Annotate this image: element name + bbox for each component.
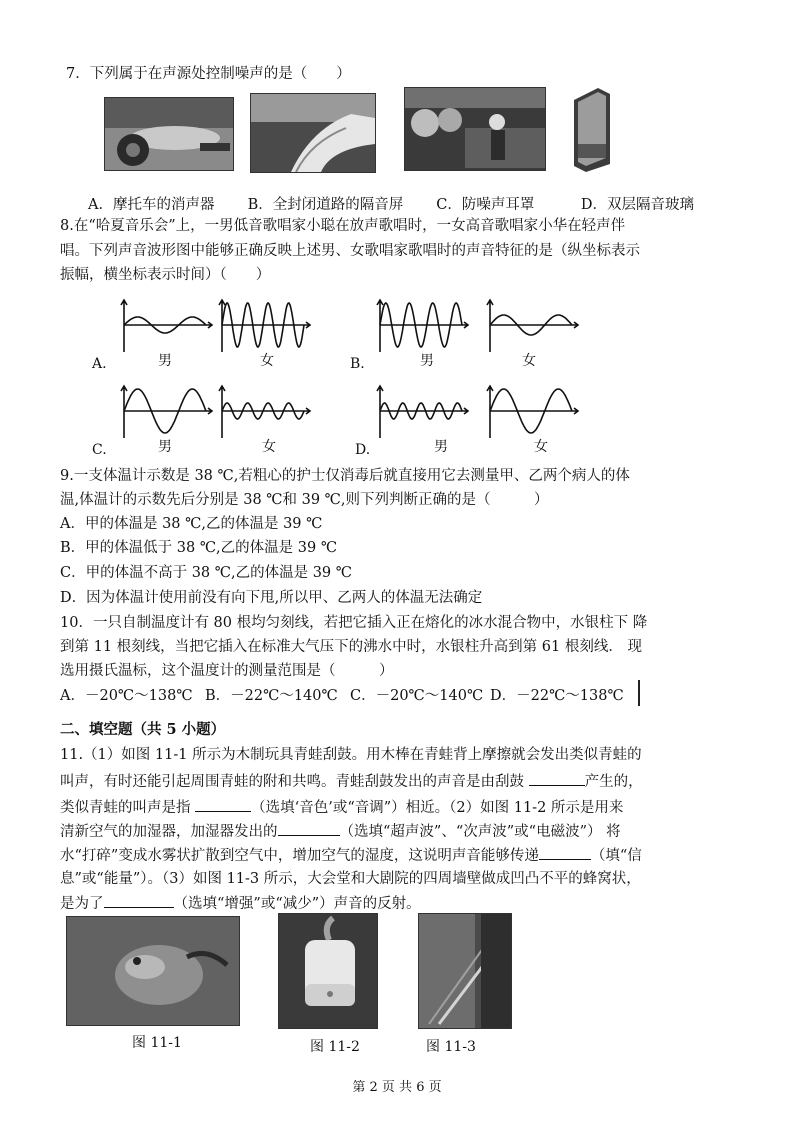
axis	[121, 300, 212, 352]
q11-line-7-text-b: （选填“增强”或“减少”）声音的反射。	[173, 896, 421, 912]
label-female-d: 女	[534, 439, 548, 455]
q11-blank-1[interactable]	[529, 771, 585, 786]
motorcycle-muffler-photo	[104, 97, 234, 171]
q8-line-3: 振幅，横坐标表示时间）（ ）	[60, 267, 271, 283]
q8-line-1: 8.在“哈夏音乐会”上，一男低音歌唱家小聪在放声歌唱时，一女高音歌唱家小华在轻声伴	[60, 218, 626, 234]
label-female-b: 女	[522, 353, 536, 369]
q7-option-d[interactable]: D．双层隔音玻璃	[580, 197, 694, 213]
q7-option-b[interactable]: B．全封闭道路的隔音屏	[247, 197, 404, 213]
q9-option-a[interactable]: A．甲的体温是 38 ℃,乙的体温是 39 ℃	[60, 516, 323, 532]
wave-d-male	[374, 382, 474, 440]
page-footer: 第 2 页 共 6 页	[352, 1080, 442, 1095]
q9-option-c[interactable]: C．甲的体温不高于 38 ℃,乙的体温是 39 ℃	[60, 565, 352, 581]
q10-line-3: 选用摄氏温标，这个温度计的测量范围是（ ）	[60, 663, 394, 679]
wave-a-male	[118, 296, 216, 354]
q11-line-3	[60, 797, 623, 818]
double-glazed-glass-photo	[568, 86, 616, 172]
label-female-c: 女	[262, 439, 276, 455]
q7-option-c[interactable]: C．防噪声耳罩	[436, 197, 535, 213]
q11-line-5	[60, 845, 642, 866]
q8-line-2: 唱。下列声音波形图中能够正确反映上述男、女歌唱家歌唱时的声音特征的是（纵坐标表示	[60, 243, 640, 259]
label-male-c: 男	[158, 439, 172, 455]
humidifier-photo	[278, 913, 378, 1029]
q9-line-2: 温,体温计的示数先后分别是 38 ℃和 39 ℃,则下列判断正确的是（ ）	[60, 492, 549, 508]
caption-fig-11-2: 图 11-2	[310, 1039, 360, 1055]
margin-mark	[638, 680, 640, 706]
wave-b-female	[484, 296, 584, 354]
honeycomb-wall-photo	[418, 913, 512, 1029]
q7-stem: 7．下列属于在声源处控制噪声的是（ ）	[66, 66, 351, 82]
q11-line-2-text-a: 叫声，有时还能引起周围青蛙的附和共鸣。青蛙刮鼓发出的声音是由刮鼓	[60, 774, 529, 790]
option-letter-d[interactable]: D.	[355, 442, 371, 458]
q9-line-1: 9.一支体温计示数是 38 ℃,若粗心的护士仅消毒后就直接用它去测量甲、乙两个病人的体	[60, 468, 630, 484]
q11-line-4	[60, 821, 621, 842]
caption-fig-11-3: 图 11-3	[426, 1039, 476, 1055]
label-male-d: 男	[434, 439, 448, 455]
frog-drum-photo	[66, 916, 240, 1026]
q10-option-a[interactable]: A．－20℃～138℃	[60, 688, 193, 704]
q11-line-4-text-b: （选填“超声波”、“次声波”或“电磁波”） 将	[339, 824, 621, 840]
wave-c-female	[216, 382, 316, 440]
q11-line-2	[60, 771, 643, 792]
wave-a-female	[216, 296, 316, 354]
option-letter-a[interactable]: A.	[92, 356, 107, 372]
q9-option-d[interactable]: D．因为体温计使用前没有向下甩,所以甲、乙两人的体温无法确定	[60, 590, 483, 606]
q11-line-7	[60, 893, 421, 914]
q11-line-7-text-a: 是为了	[60, 896, 104, 912]
q7-options	[88, 193, 694, 214]
section-title: 二、填空题（共 5 小题）	[60, 721, 226, 738]
q11-line-4-text-a: 清新空气的加湿器，加湿器发出的	[60, 824, 278, 840]
wave-b-male	[374, 296, 474, 354]
q10-option-c[interactable]: C．－20℃～140℃	[350, 688, 484, 704]
q11-line-3-text-a: 类似青蛙的叫声是指	[60, 800, 196, 816]
factory-worker-earmuffs-photo	[404, 87, 546, 171]
option-letter-b[interactable]: B.	[350, 356, 365, 372]
wave-c-male	[118, 382, 216, 440]
q11-blank-3[interactable]	[278, 821, 340, 836]
q10-option-b[interactable]: B．－22℃～140℃	[205, 688, 338, 704]
axis	[487, 300, 578, 352]
q7-option-a[interactable]: A．摩托车的消声器	[88, 197, 215, 213]
label-male-b: 男	[420, 353, 434, 369]
q10-line-1: 10．一只自制温度计有 80 根均匀刻线，若把它插入正在熔化的冰水混合物中，水银柱下 降	[60, 615, 648, 631]
q11-line-5-text-b: （填“信	[590, 848, 642, 864]
caption-fig-11-1: 图 11-1	[132, 1035, 182, 1051]
q11-blank-5[interactable]	[104, 893, 174, 908]
label-male-a: 男	[158, 353, 172, 369]
q11-line-5-text-a: 水“打碎”变成水雾状扩散到空气中，增加空气的湿度，这说明声音能够传递	[60, 848, 539, 864]
q11-line-2-text-b: 产生的，	[584, 774, 643, 790]
q11-line-3-text-b: （选填‘音色’或“音调”）相近。（2）如图 11-2 所示是用来	[251, 800, 624, 816]
q11-line-6: 息”或“能量”）。（3）如图 11-3 所示，大会堂和大剧院的四周墙壁做成凹凸不平的蜂窝状，	[60, 871, 641, 887]
q11-blank-4[interactable]	[539, 845, 591, 860]
q10-line-2: 到第 11 根刻线，当把它插入在标准大气压下的沸水中时，水银柱升高到第 61 根刻线． 现	[60, 639, 642, 655]
sound-barrier-road-photo	[250, 93, 376, 173]
q10-option-d[interactable]: D．－22℃～138℃	[490, 688, 624, 704]
wave-d-female	[484, 382, 584, 440]
axis	[377, 386, 468, 438]
label-female-a: 女	[260, 353, 274, 369]
option-letter-c[interactable]: C.	[92, 442, 107, 458]
q9-option-b[interactable]: B．甲的体温低于 38 ℃,乙的体温是 39 ℃	[60, 540, 338, 556]
q11-blank-2[interactable]	[195, 797, 251, 812]
q11-line-1: 11.（1）如图 11-1 所示为木制玩具青蛙刮鼓。用木棒在青蛙背上摩擦就会发出类似青蛙的	[60, 747, 642, 763]
